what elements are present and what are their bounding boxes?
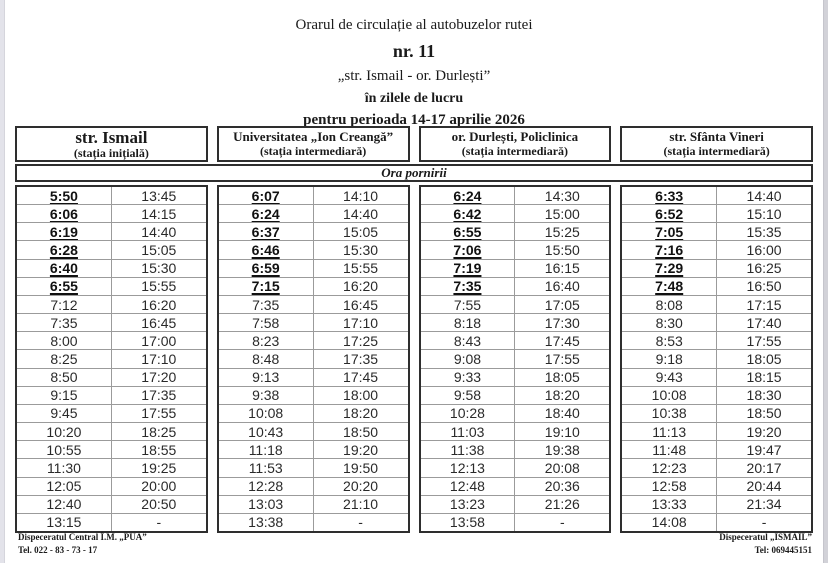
departure-time-cell: 6:40 xyxy=(17,260,112,277)
departure-time-cell: 18:15 xyxy=(746,369,782,386)
departure-time-cell: 17:05 xyxy=(544,296,580,313)
departure-time-cell: 8:48 xyxy=(219,350,314,367)
departure-time-cell: 10:55 xyxy=(17,441,112,458)
schedule-row xyxy=(17,386,206,404)
schedule-row xyxy=(17,187,206,204)
departure-time-cell: 16:15 xyxy=(544,260,580,277)
departure-time-cell: 19:25 xyxy=(141,459,177,476)
departure-time-cell: 10:38 xyxy=(622,405,717,422)
departure-time-cell: 6:37 xyxy=(219,223,314,240)
departure-time-cell: 15:05 xyxy=(343,223,379,240)
schedule-period: pentru perioada 14-17 aprilie 2026 xyxy=(303,111,525,128)
schedule-row xyxy=(421,386,610,404)
departure-time-cell: 17:55 xyxy=(746,332,782,349)
departure-time-cell: 12:23 xyxy=(622,459,717,476)
departure-time-cell: 18:20 xyxy=(343,405,379,422)
departure-time-cell: 21:10 xyxy=(343,496,379,513)
departure-time-cell: 21:26 xyxy=(544,496,580,513)
departure-time-cell: 6:06 xyxy=(17,205,112,222)
departure-time-cell: 14:40 xyxy=(141,223,177,240)
schedule-row xyxy=(17,458,206,476)
schedule-row xyxy=(622,187,811,204)
departure-time-cell: 8:18 xyxy=(421,314,516,331)
departure-time-cell: 14:15 xyxy=(141,205,177,222)
departure-time-cell: 21:34 xyxy=(746,496,782,513)
departure-time-cell: 20:36 xyxy=(544,478,580,495)
departure-time-cell: 19:38 xyxy=(544,441,580,458)
schedule-row xyxy=(219,349,408,367)
departure-time-cell: 10:28 xyxy=(421,405,516,422)
departure-time-cell: 16:20 xyxy=(343,278,379,295)
schedule-row xyxy=(17,222,206,240)
departure-time-cell: 11:53 xyxy=(219,459,314,476)
schedule-row xyxy=(219,404,408,422)
station-header-row xyxy=(15,126,813,162)
schedule-row xyxy=(622,458,811,476)
departure-time-cell: 18:30 xyxy=(746,387,782,404)
schedule-row xyxy=(421,458,610,476)
departure-time-cell: 16:45 xyxy=(343,296,379,313)
schedule-row xyxy=(622,331,811,349)
schedule-row xyxy=(219,240,408,258)
departure-time-cell: 13:38 xyxy=(219,514,314,531)
departure-time-cell: 9:43 xyxy=(622,369,717,386)
departure-time-cell: 9:45 xyxy=(17,405,112,422)
schedule-row xyxy=(17,495,206,513)
schedule-row xyxy=(17,277,206,295)
departure-time-cell: 15:30 xyxy=(141,260,177,277)
departure-time-cell: 7:29 xyxy=(622,260,717,277)
station-type: (stația intermediară) xyxy=(461,143,569,158)
page-edge-left xyxy=(0,0,5,563)
document-header xyxy=(0,0,828,129)
departure-time-cell: 7:58 xyxy=(219,314,314,331)
departure-time-cell: 15:10 xyxy=(746,205,782,222)
departure-time-cell: 7:55 xyxy=(421,296,516,313)
departure-time-cell: 18:40 xyxy=(544,405,580,422)
schedule-group-universitatea xyxy=(217,185,410,533)
departure-time-cell: 8:30 xyxy=(622,314,717,331)
station-name: str. Sfânta Vineri xyxy=(669,128,764,144)
schedule-group-durlesti xyxy=(419,185,612,533)
departure-time-cell: 13:33 xyxy=(622,496,717,513)
schedule-row xyxy=(622,259,811,277)
departure-time-cell: 17:20 xyxy=(141,369,177,386)
schedule-row xyxy=(219,368,408,386)
departure-time-cell: 11:13 xyxy=(622,423,717,440)
schedule-row xyxy=(421,422,610,440)
departure-time-cell: 13:03 xyxy=(219,496,314,513)
schedule-row xyxy=(421,404,610,422)
schedule-row xyxy=(622,440,811,458)
schedule-row xyxy=(421,313,610,331)
route-name: „str. Ismail - or. Durlești” xyxy=(337,68,491,85)
schedule-row xyxy=(622,477,811,495)
schedule-row xyxy=(17,204,206,222)
departure-time-cell: 6:55 xyxy=(421,223,516,240)
schedule-row xyxy=(219,477,408,495)
schedule-row xyxy=(219,259,408,277)
station-type: (stația intermediară) xyxy=(663,143,770,158)
departure-time-cell: 8:50 xyxy=(17,369,112,386)
schedule-row xyxy=(421,477,610,495)
departure-time-cell: 15:05 xyxy=(141,242,177,259)
departure-time-cell: 13:45 xyxy=(141,187,177,204)
schedule-row xyxy=(622,349,811,367)
departure-time-cell: 18:00 xyxy=(343,387,379,404)
departure-time-cell: 19:20 xyxy=(746,423,782,440)
departure-time-cell: 6:19 xyxy=(17,223,112,240)
departure-time-cell: 19:47 xyxy=(746,441,782,458)
departure-time-cell: 6:33 xyxy=(622,187,717,204)
schedule-row xyxy=(17,349,206,367)
departure-time-cell: 18:50 xyxy=(343,423,379,440)
schedule-row xyxy=(219,513,408,531)
departure-time-cell: 17:30 xyxy=(544,314,580,331)
departure-time-cell: 18:05 xyxy=(544,369,580,386)
departure-time-cell: 6:28 xyxy=(17,241,112,258)
schedule-row xyxy=(421,440,610,458)
departure-time-cell: 6:59 xyxy=(219,260,314,277)
schedule-row xyxy=(219,187,408,204)
departure-time-cell: - xyxy=(761,514,767,531)
schedule-row xyxy=(219,386,408,404)
schedule-row xyxy=(219,313,408,331)
station-name: Universitatea „Ion Creangă” xyxy=(233,128,394,144)
station-header-sfanta-vineri xyxy=(620,126,813,162)
departure-time-cell: 7:16 xyxy=(622,241,717,258)
schedule-row xyxy=(17,240,206,258)
schedule-row xyxy=(219,458,408,476)
departure-time-banner: Ora pornirii xyxy=(15,164,813,182)
departure-time-cell: 6:52 xyxy=(622,205,717,222)
departure-time-cell: - xyxy=(559,514,565,531)
departure-time-cell: 8:08 xyxy=(622,296,717,313)
departure-time-cell: 7:12 xyxy=(17,296,112,313)
departure-time-cell: 17:10 xyxy=(141,350,177,367)
departure-time-cell: 6:55 xyxy=(17,278,112,295)
departure-time-cell: 8:23 xyxy=(219,332,314,349)
schedule-row xyxy=(622,204,811,222)
departure-time-cell: 11:03 xyxy=(421,423,516,440)
departure-time-cell: 16:40 xyxy=(544,278,580,295)
departure-time-cell: 20:20 xyxy=(343,478,379,495)
departure-time-cell: - xyxy=(358,514,363,531)
departure-time-cell: 20:50 xyxy=(141,496,177,513)
departure-time-cell: 12:40 xyxy=(17,496,112,513)
departure-time-cell: 15:00 xyxy=(544,205,580,222)
departure-time-cell: 17:45 xyxy=(544,332,580,349)
departure-time-cell: 7:48 xyxy=(622,278,717,295)
departure-time-cell: 20:44 xyxy=(746,478,782,495)
departure-time-cell: 6:46 xyxy=(219,241,314,258)
departure-time-cell: 14:30 xyxy=(544,187,580,204)
departure-time-cell: 7:05 xyxy=(622,223,717,240)
departure-time-cell: 16:45 xyxy=(141,314,177,331)
schedule-row xyxy=(17,404,206,422)
departure-time-cell: 20:17 xyxy=(746,459,782,476)
schedule-row xyxy=(219,331,408,349)
times-grid xyxy=(15,185,813,533)
schedule-group-sfanta-vineri xyxy=(620,185,813,533)
departure-time-cell: 8:25 xyxy=(17,350,112,367)
schedule-row xyxy=(622,295,811,313)
schedule-row xyxy=(421,240,610,258)
departure-time-cell: 20:00 xyxy=(141,478,177,495)
departure-time-cell: 14:10 xyxy=(343,187,379,204)
schedule-row xyxy=(17,422,206,440)
departure-time-cell: 17:55 xyxy=(544,350,580,367)
schedule-row xyxy=(421,259,610,277)
departure-time-cell: 9:58 xyxy=(421,387,516,404)
departure-time-cell: 16:50 xyxy=(746,278,782,295)
schedule-row xyxy=(622,513,811,531)
schedule-row xyxy=(622,386,811,404)
departure-time-cell: 10:08 xyxy=(622,387,717,404)
departure-time-cell: 19:50 xyxy=(343,459,379,476)
departure-time-cell: 7:19 xyxy=(421,260,516,277)
schedule-row xyxy=(622,368,811,386)
departure-time-cell: 11:18 xyxy=(219,441,314,458)
departure-time-cell: 18:50 xyxy=(746,405,782,422)
schedule-row xyxy=(421,331,610,349)
departure-time-cell: 17:15 xyxy=(746,296,782,313)
station-header-ismail xyxy=(15,126,208,162)
departure-time-cell: 16:25 xyxy=(746,260,782,277)
departure-time-cell: 15:55 xyxy=(343,260,379,277)
departure-time-cell: 8:43 xyxy=(421,332,516,349)
schedule-row xyxy=(622,495,811,513)
departure-time-cell: 17:55 xyxy=(141,405,177,422)
departure-time-cell: 13:58 xyxy=(421,514,516,531)
departure-time-cell: 19:20 xyxy=(343,441,379,458)
schedule-row xyxy=(219,440,408,458)
departure-time-cell: 18:20 xyxy=(544,387,580,404)
departure-time-cell: 9:18 xyxy=(622,350,717,367)
departure-time-cell: 12:28 xyxy=(219,478,314,495)
schedule-row xyxy=(219,422,408,440)
schedule-row xyxy=(421,349,610,367)
schedule-row xyxy=(622,313,811,331)
departure-time-cell: 20:08 xyxy=(544,459,580,476)
departure-time-cell: 13:15 xyxy=(17,514,112,531)
departure-time-cell: 12:58 xyxy=(622,478,717,495)
schedule-row xyxy=(219,204,408,222)
departure-time-cell: 7:35 xyxy=(17,314,112,331)
departure-time-cell: 17:35 xyxy=(141,387,177,404)
departure-time-cell: 5:50 xyxy=(17,187,112,204)
station-header-durlesti xyxy=(419,126,612,162)
schedule-row xyxy=(421,495,610,513)
departure-time-cell: 17:40 xyxy=(746,314,782,331)
schedule-group-ismail xyxy=(15,185,208,533)
departure-time-cell: 12:13 xyxy=(421,459,516,476)
departure-time-cell: 17:25 xyxy=(343,332,379,349)
page-edge-right xyxy=(823,0,828,563)
departure-time-cell: 15:35 xyxy=(746,223,782,240)
departure-time-cell: 9:15 xyxy=(17,387,112,404)
schedule-row xyxy=(17,313,206,331)
departure-time-cell: 11:48 xyxy=(622,441,717,458)
station-name: or. Durlești, Policlinica xyxy=(451,128,579,144)
departure-time-cell: 9:33 xyxy=(421,369,516,386)
departure-time-cell: 12:05 xyxy=(17,478,112,495)
departure-time-cell: 17:35 xyxy=(343,350,379,367)
departure-time-cell: 6:24 xyxy=(219,205,314,222)
station-type: (stația inițială) xyxy=(73,146,149,161)
schedule-row xyxy=(219,495,408,513)
schedule-row xyxy=(622,222,811,240)
schedule-row xyxy=(421,368,610,386)
departure-time-cell: 11:30 xyxy=(17,459,112,476)
document-title: Orarul de circulație al autobuzelor rutei xyxy=(295,17,533,33)
departure-time-cell: 16:20 xyxy=(141,296,177,313)
departure-time-cell: 8:53 xyxy=(622,332,717,349)
schedule-row xyxy=(421,204,610,222)
departure-time-cell: 15:55 xyxy=(141,278,177,295)
departure-time-cell: 14:40 xyxy=(343,205,379,222)
schedule-row xyxy=(622,422,811,440)
station-name: str. Ismail xyxy=(75,127,148,147)
schedule-row xyxy=(421,277,610,295)
timetable xyxy=(15,126,813,533)
departure-time-cell: 18:55 xyxy=(141,441,177,458)
dispatch-ismail-name: Dispeceratul „ISMAIL” xyxy=(719,532,812,542)
departure-time-cell: 7:15 xyxy=(219,278,314,295)
schedule-row xyxy=(622,404,811,422)
dispatch-central-name: Dispeceratul Central Î.M. „PUA” xyxy=(18,532,147,542)
dispatch-central-phone: Tel. 022 - 83 - 73 - 17 xyxy=(18,545,98,556)
departure-time-cell: 14:40 xyxy=(746,187,782,204)
schedule-row xyxy=(17,259,206,277)
departure-time-cell: 17:45 xyxy=(343,369,379,386)
departure-time-cell: 16:00 xyxy=(746,242,782,259)
schedule-row xyxy=(622,277,811,295)
schedule-row xyxy=(421,187,610,204)
departure-time-cell: 18:05 xyxy=(746,350,782,367)
departure-time-cell: 19:10 xyxy=(544,423,580,440)
departure-time-cell: - xyxy=(156,514,162,531)
schedule-row xyxy=(17,368,206,386)
schedule-row xyxy=(622,240,811,258)
departure-time-cell: 9:38 xyxy=(219,387,314,404)
schedule-row xyxy=(17,331,206,349)
departure-time-cell: 10:43 xyxy=(219,423,314,440)
schedule-days: în zilele de lucru xyxy=(364,91,464,106)
departure-time-cell: 10:20 xyxy=(17,423,112,440)
departure-time-cell: 11:38 xyxy=(421,441,516,458)
schedule-row xyxy=(219,222,408,240)
departure-time-cell: 15:50 xyxy=(544,242,580,259)
schedule-row xyxy=(219,277,408,295)
schedule-row xyxy=(421,295,610,313)
departure-time-cell: 6:24 xyxy=(421,187,516,204)
departure-time-cell: 15:25 xyxy=(544,223,580,240)
schedule-row xyxy=(421,513,610,531)
station-header-universitatea xyxy=(217,126,410,162)
departure-time-cell: 13:23 xyxy=(421,496,516,513)
departure-time-cell: 6:07 xyxy=(219,187,314,204)
departure-time-cell: 9:08 xyxy=(421,350,516,367)
departure-time-cell: 17:00 xyxy=(141,332,177,349)
departure-time-cell: 14:08 xyxy=(622,514,717,531)
departure-time-cell: 7:06 xyxy=(421,241,516,258)
route-number: nr. 11 xyxy=(392,40,436,61)
schedule-row xyxy=(17,440,206,458)
dispatch-ismail-phone: Tel: 069445151 xyxy=(754,545,812,556)
departure-time-cell: 6:42 xyxy=(421,205,516,222)
schedule-row xyxy=(219,295,408,313)
footer-dispatch-central xyxy=(18,531,147,557)
station-type: (stația intermediară) xyxy=(259,143,367,158)
departure-time-cell: 18:25 xyxy=(141,423,177,440)
schedule-row xyxy=(17,295,206,313)
departure-time-cell: 7:35 xyxy=(219,296,314,313)
departure-time-cell: 12:48 xyxy=(421,478,516,495)
schedule-row xyxy=(17,513,206,531)
departure-time-cell: 15:30 xyxy=(343,242,379,259)
schedule-row xyxy=(17,477,206,495)
departure-time-cell: 9:13 xyxy=(219,369,314,386)
departure-time-cell: 17:10 xyxy=(343,314,379,331)
departure-time-cell: 7:35 xyxy=(421,278,516,295)
footer-dispatch-ismail xyxy=(719,531,812,557)
departure-time-cell: 10:08 xyxy=(219,405,314,422)
departure-time-cell: 8:00 xyxy=(17,332,112,349)
schedule-row xyxy=(421,222,610,240)
